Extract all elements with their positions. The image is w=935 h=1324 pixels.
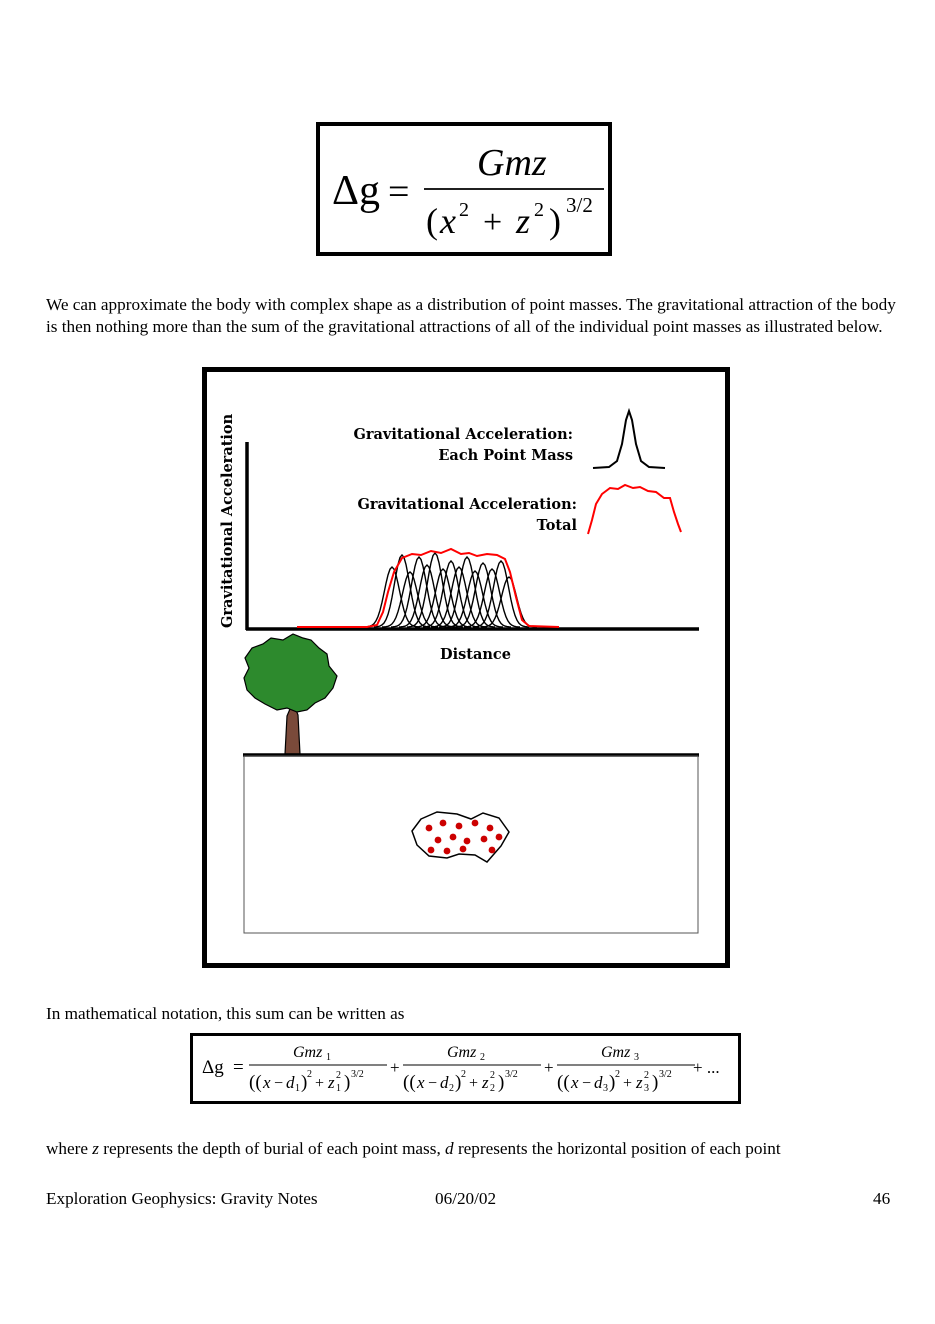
point-mass-dot xyxy=(444,848,451,855)
den-z: z xyxy=(516,201,531,241)
point-mass-curves xyxy=(364,553,537,627)
term-d-square: 2 xyxy=(615,1069,620,1080)
sum-plus: + xyxy=(544,1058,554,1077)
point-mass-dot xyxy=(428,847,435,854)
point-mass-dot xyxy=(460,846,467,853)
term-plus: + xyxy=(469,1075,479,1092)
sum-lhs: Δg xyxy=(202,1057,224,1078)
den-x-square: 2 xyxy=(459,199,469,221)
term-d-subscript: 2 xyxy=(449,1083,454,1094)
term-z: z xyxy=(328,1073,335,1092)
term-z-subscript: 3 xyxy=(644,1083,649,1094)
term-numerator-subscript: 1 xyxy=(326,1052,331,1063)
term-power: 3/2 xyxy=(505,1069,518,1080)
legend-each-line1: Gravitational Acceleration: xyxy=(353,426,573,443)
point-mass-dot xyxy=(456,823,463,830)
x-axis-label: Distance xyxy=(440,646,511,663)
definition-paragraph xyxy=(46,1138,896,1160)
den-z-square: 2 xyxy=(534,199,544,221)
point-mass-dot xyxy=(489,847,496,854)
definition-text-1: where xyxy=(46,1139,93,1158)
footer-date: 06/20/02 xyxy=(435,1189,497,1208)
figure-illustration xyxy=(207,372,725,963)
point-mass-dot xyxy=(440,820,447,827)
term-power: 3/2 xyxy=(659,1069,672,1080)
formula-sum-graphic xyxy=(193,1036,738,1101)
term-open-parens: (( xyxy=(403,1072,416,1093)
term-close-paren: ) xyxy=(609,1072,616,1093)
term-z: z xyxy=(636,1073,643,1092)
point-mass-dot xyxy=(472,820,479,827)
term-outer-close-paren: ) xyxy=(344,1072,351,1093)
variable-d: d xyxy=(445,1139,454,1158)
point-mass-dot xyxy=(426,825,433,832)
term-open-parens: (( xyxy=(249,1072,262,1093)
term-open-parens: (( xyxy=(557,1072,570,1093)
formula-equals: = xyxy=(388,171,410,213)
term-minus: − xyxy=(582,1075,592,1092)
point-mass-dot xyxy=(487,825,494,832)
footer-page-number: 46 xyxy=(873,1189,891,1208)
total-curve xyxy=(297,549,559,627)
term-d-square: 2 xyxy=(461,1069,466,1080)
term-d-subscript: 3 xyxy=(603,1083,608,1094)
point-mass-dot xyxy=(450,834,457,841)
term-numerator: Gmz xyxy=(293,1044,323,1061)
point-mass-dot xyxy=(464,838,471,845)
term-minus: − xyxy=(428,1075,438,1092)
legend-each-line2: Each Point Mass xyxy=(438,447,573,464)
term-close-paren: ) xyxy=(301,1072,308,1093)
y-axis-label: Gravitational Acceleration xyxy=(219,413,236,628)
term-plus: + xyxy=(623,1075,633,1092)
formula-gravity-point-mass xyxy=(316,122,612,256)
legend-total-line1: Gravitational Acceleration: xyxy=(357,496,577,513)
den-x: x xyxy=(440,201,456,241)
buried-body xyxy=(412,812,509,862)
term-numerator-subscript: 2 xyxy=(480,1052,485,1063)
point-mass-dot xyxy=(496,834,503,841)
term-z: z xyxy=(482,1073,489,1092)
term-d: d xyxy=(594,1073,603,1092)
term-minus: − xyxy=(274,1075,284,1092)
den-power: 3/2 xyxy=(566,193,593,217)
formula-numerator: Gmz xyxy=(477,142,547,184)
term-close-paren: ) xyxy=(455,1072,462,1093)
formula-sum xyxy=(190,1033,741,1104)
term-d-square: 2 xyxy=(307,1069,312,1080)
term-numerator: Gmz xyxy=(447,1044,477,1061)
term-numerator: Gmz xyxy=(601,1044,631,1061)
legend-each-curve xyxy=(593,411,665,468)
den-open-paren: ( xyxy=(426,201,438,241)
point-mass-dot xyxy=(481,836,488,843)
intro-paragraph: We can approximate the body with complex shape as a distribution of point masses. The gravitational attraction of the body is then nothing more than the sum of the gravitational attractions of all of the individual point masses as illustrated below. xyxy=(46,295,896,336)
term-z-square: 2 xyxy=(644,1070,649,1081)
definition-text-3: represents the horizontal position of each point xyxy=(453,1139,781,1158)
term-power: 3/2 xyxy=(351,1069,364,1080)
formula-lhs: Δg xyxy=(332,168,381,214)
formula-graphic xyxy=(320,126,608,252)
den-plus: + xyxy=(483,204,503,241)
term-d-subscript: 1 xyxy=(295,1083,300,1094)
sum-trail: + ... xyxy=(693,1058,720,1077)
sum-equals: = xyxy=(233,1057,244,1078)
term-x: x xyxy=(571,1073,579,1092)
footer-title: Exploration Geophysics: Gravity Notes xyxy=(46,1189,318,1208)
term-outer-close-paren: ) xyxy=(498,1072,505,1093)
term-z-subscript: 1 xyxy=(336,1083,341,1094)
term-x: x xyxy=(263,1073,271,1092)
variable-z: z xyxy=(92,1139,99,1158)
term-d: d xyxy=(440,1073,449,1092)
legend-total-curve xyxy=(588,485,681,534)
term-x: x xyxy=(417,1073,425,1092)
term-outer-close-paren: ) xyxy=(652,1072,659,1093)
term-d: d xyxy=(286,1073,295,1092)
term-z-square: 2 xyxy=(490,1070,495,1081)
term-z-subscript: 2 xyxy=(490,1083,495,1094)
point-mass-figure xyxy=(202,367,730,968)
notation-paragraph: In mathematical notation, this sum can be written as xyxy=(46,1004,405,1023)
definition-text-2: represents the depth of burial of each point mass, xyxy=(99,1139,446,1158)
point-mass-curve xyxy=(415,569,471,627)
term-numerator-subscript: 3 xyxy=(634,1052,639,1063)
term-z-square: 2 xyxy=(336,1070,341,1081)
den-close-paren: ) xyxy=(549,201,561,241)
point-mass-dot xyxy=(435,837,442,844)
point-mass-curve xyxy=(374,555,430,627)
term-plus: + xyxy=(315,1075,325,1092)
sum-plus: + xyxy=(390,1058,400,1077)
tree-icon xyxy=(244,634,337,754)
legend-total-line2: Total xyxy=(536,517,577,534)
